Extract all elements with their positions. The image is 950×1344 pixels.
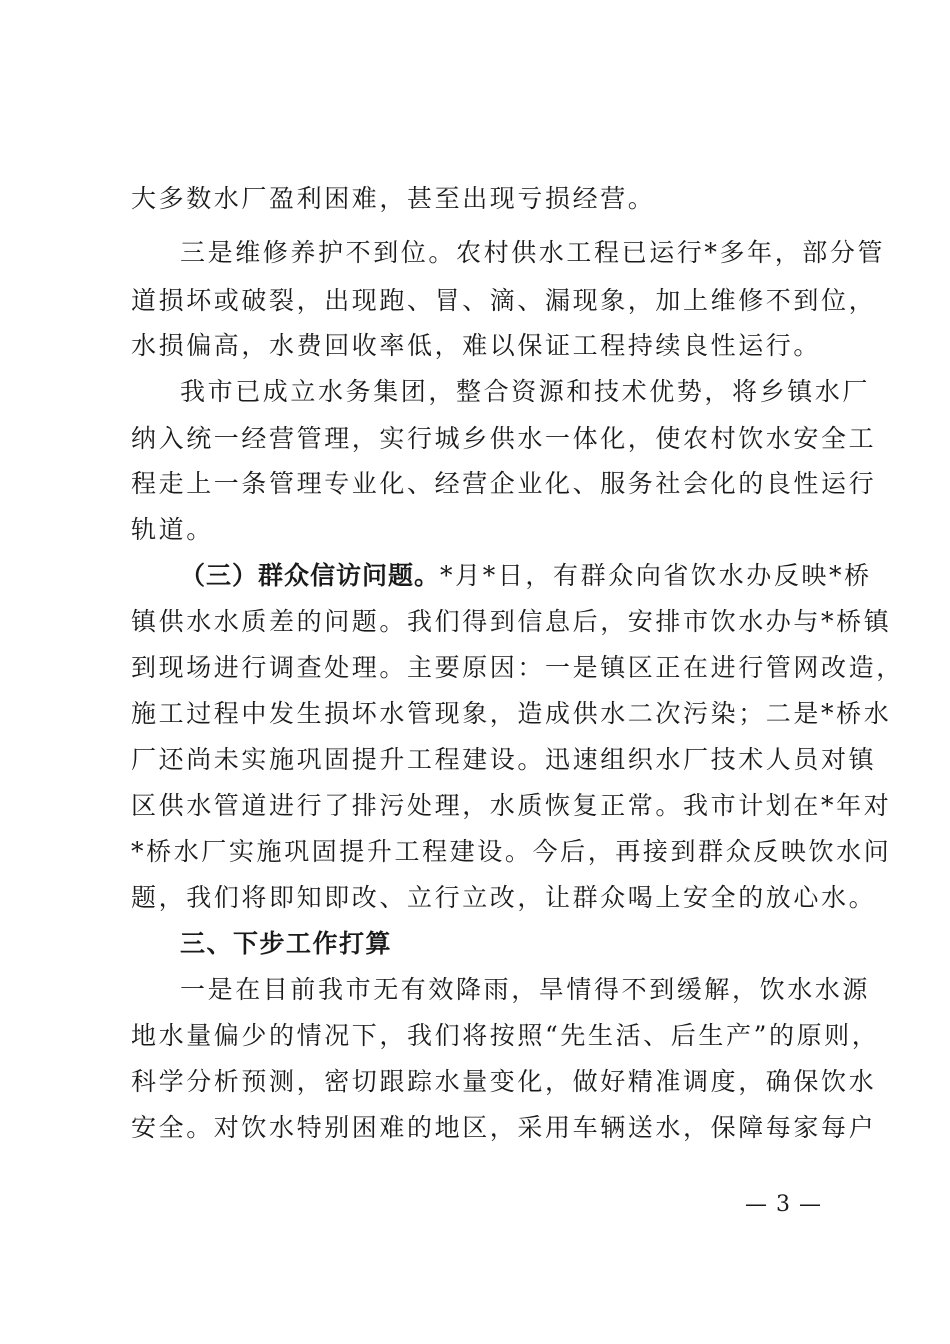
text-line-8: 轨道。 <box>131 515 214 544</box>
text-line-9 <box>180 561 872 591</box>
text-line-4: 水损偏高，水费回收率低，难以保证工程持续良性运行。 <box>131 331 822 360</box>
section-heading: 三、下步工作打算 <box>180 929 393 958</box>
text-line-15: *桥水厂实施巩固提升工程建设。今后，再接到群众反映饮水问 <box>131 837 892 866</box>
text-line-20: 科学分析预测，密切跟踪水量变化，做好精准调度，确保饮水 <box>131 1067 877 1096</box>
text-line-3: 道损坏或破裂，出现跑、冒、滴、漏现象，加上维修不到位， <box>131 286 877 315</box>
text-line-14: 区供水管道进行了排污处理，水质恢复正常。我市计划在*年对 <box>131 791 892 820</box>
text-line-7: 程走上一条管理专业化、经营企业化、服务社会化的良性运行 <box>131 469 877 498</box>
text-line-13: 厂还尚未实施巩固提升工程建设。迅速组织水厂技术人员对镇 <box>131 745 877 774</box>
text-line-19: 地水量偏少的情况下，我们将按照“先生活、后生产”的原则， <box>131 1021 880 1050</box>
text-line-21: 安全。对饮水特别困难的地区，采用车辆送水，保障每家每户 <box>131 1113 877 1142</box>
text-line-10: 镇供水水质差的问题。我们得到信息后，安排市饮水办与*桥镇 <box>131 607 892 636</box>
text-line-5: 我市已成立水务集团，整合资源和技术优势，将乡镇水厂 <box>180 377 871 406</box>
text-line-16: 题，我们将即知即改、立行立改，让群众喝上安全的放心水。 <box>131 883 877 912</box>
text-line-12: 施工过程中发生损坏水管现象，造成供水二次污染；二是*桥水 <box>131 699 892 728</box>
text-line-18: 一是在目前我市无有效降雨，旱情得不到缓解，饮水水源 <box>180 975 871 1004</box>
section-lead: （三）群众信访问题。 <box>180 561 441 590</box>
text-line-11: 到现场进行调查处理。主要原因：一是镇区正在进行管网改造， <box>131 653 904 682</box>
text-line-6: 纳入统一经营管理，实行城乡供水一体化，使农村饮水安全工 <box>131 424 877 453</box>
section-lead-text: *月*日，有群众向省饮水办反映*桥 <box>440 561 872 590</box>
text-line-1: 大多数水厂盈利困难，甚至出现亏损经营。 <box>131 184 656 213</box>
page-number: — 3 — <box>745 1192 822 1217</box>
text-line-2: 三是维修养护不到位。农村供水工程已运行*多年，部分管 <box>180 238 886 267</box>
